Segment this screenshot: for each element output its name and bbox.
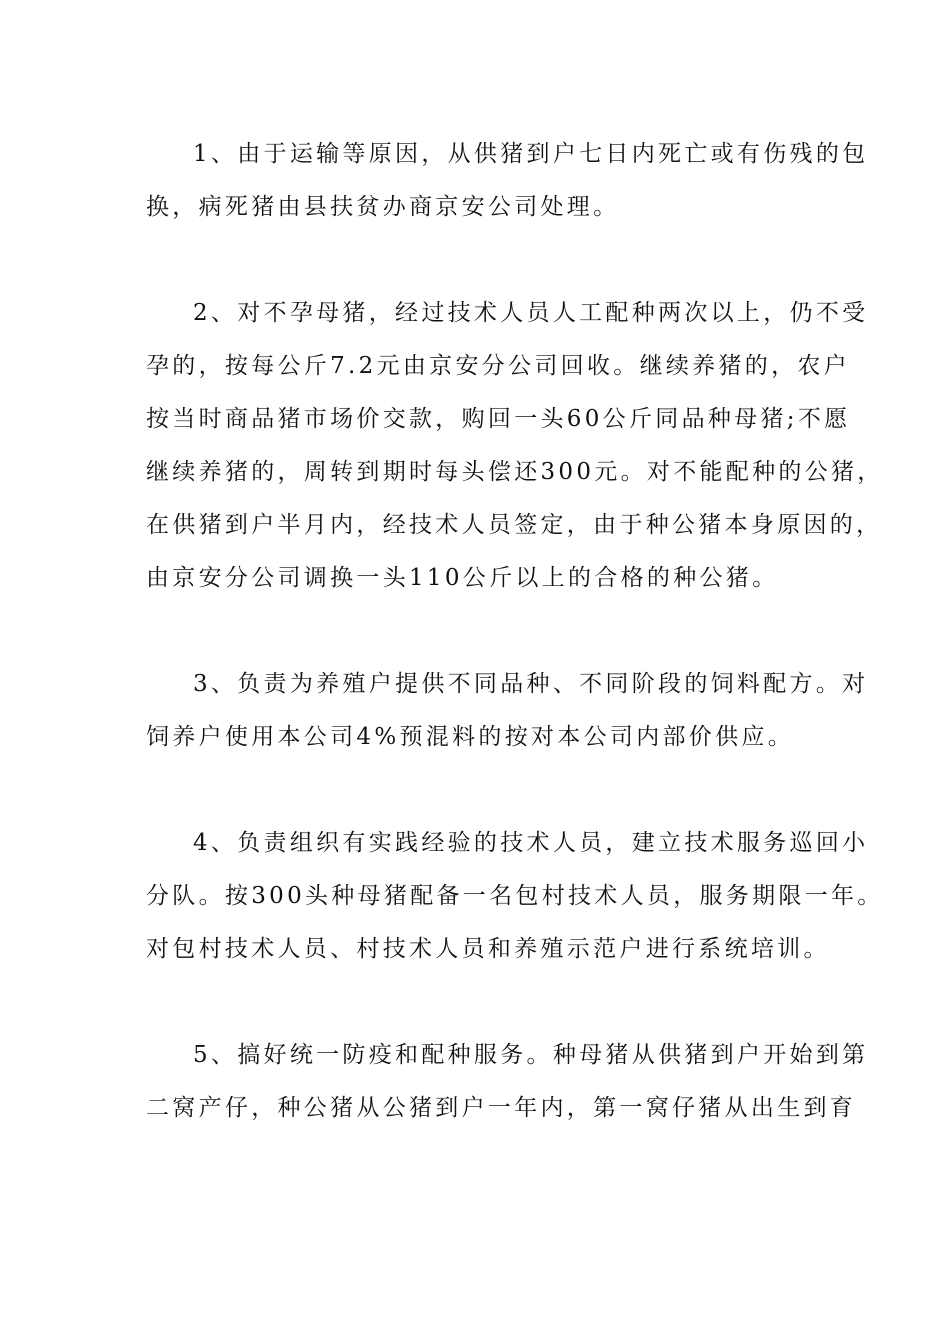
blank-line — [146, 764, 846, 817]
blank-line — [146, 234, 846, 287]
document-body — [146, 128, 884, 1135]
paragraph-2-line-3: 按当时商品猪市场价交款，购回一头60公斤同品种母猪;不愿 — [146, 406, 851, 432]
paragraph-4-line-2: 分队。按300头种母猪配备一名包村技术人员，服务期限一年。 — [146, 883, 884, 909]
paragraph-1-line-2: 换，病死猪由县扶贫办商京安公司处理。 — [146, 194, 620, 220]
paragraph-4-line-3: 对包村技术人员、村技术人员和养殖示范户进行系统培训。 — [146, 936, 830, 962]
paragraph-2-line-2: 孕的，按每公斤7.2元由京安分公司回收。继续养猪的，农户 — [146, 353, 850, 379]
paragraph-3-line-1: 3、负责为养殖户提供不同品种、不同阶段的饲料配方。对 — [193, 671, 869, 697]
paragraph-5-line-1: 5、搞好统一防疫和配种服务。种母猪从供猪到户开始到第 — [193, 1042, 869, 1068]
paragraph-2-line-4: 继续养猪的，周转到期时每头偿还300元。对不能配种的公猪， — [146, 459, 884, 485]
paragraph-2-line-5: 在供猪到户半月内，经技术人员签定，由于种公猪本身原因的， — [146, 512, 883, 538]
blank-line — [146, 976, 846, 1029]
paragraph-5-line-2: 二窝产仔，种公猪从公猪到户一年内，第一窝仔猪从出生到育 — [146, 1095, 857, 1121]
paragraph-4-line-1: 4、负责组织有实践经验的技术人员，建立技术服务巡回小 — [193, 830, 869, 856]
paragraph-2-line-1: 2、对不孕母猪，经过技术人员人工配种两次以上，仍不受 — [193, 300, 869, 326]
paragraph-3-line-2: 饲养户使用本公司4%预混料的按对本公司内部价供应。 — [146, 724, 794, 750]
blank-line — [146, 605, 846, 658]
paragraph-1-line-1: 1、由于运输等原因，从供猪到户七日内死亡或有伤残的包 — [193, 141, 869, 167]
paragraph-2-line-6: 由京安分公司调换一头110公斤以上的合格的种公猪。 — [146, 565, 779, 591]
